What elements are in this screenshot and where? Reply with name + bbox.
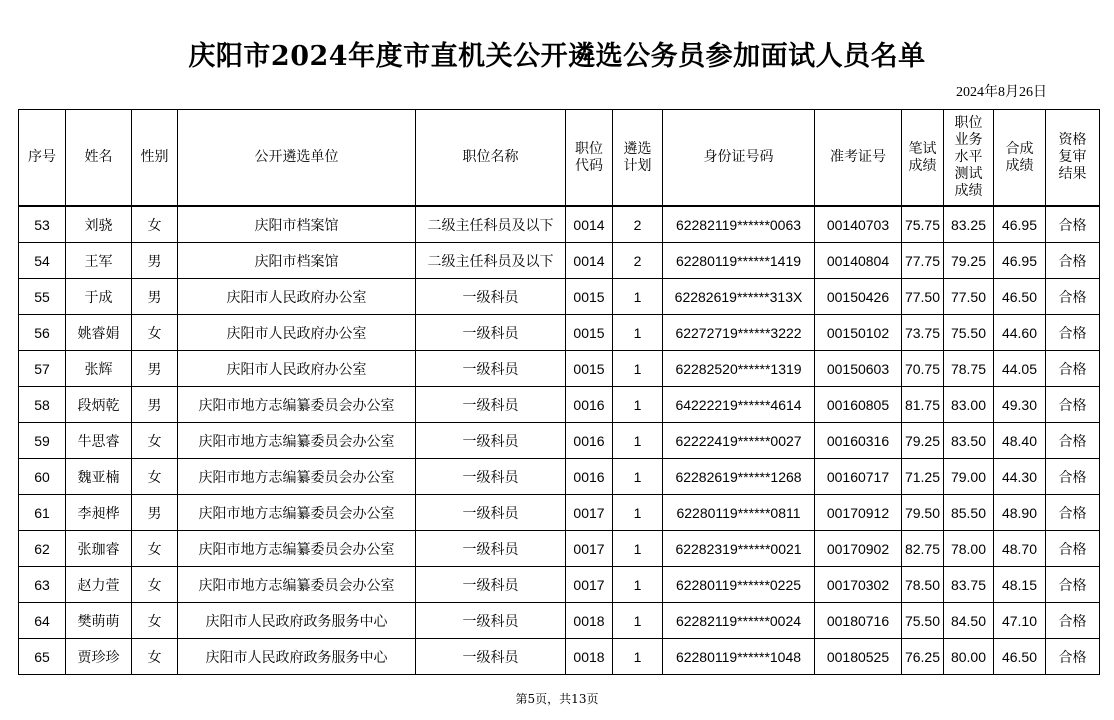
cell-seq: 57 (19, 351, 66, 387)
table-header-row (19, 110, 1100, 207)
table-row (19, 567, 1100, 603)
cell-ticket: 00170912 (815, 495, 902, 531)
page-title: 庆阳市2024年度市直机关公开遴选公务员参加面试人员名单 (188, 41, 926, 72)
cell-ability: 77.50 (944, 279, 994, 315)
cell-id: 62282619******313X (663, 279, 815, 315)
cell-written: 79.50 (902, 495, 944, 531)
header-gender: 性别 (132, 110, 178, 207)
header-name: 姓名 (66, 110, 132, 207)
cell-id: 64222219******4614 (663, 387, 815, 423)
cell-ability: 78.00 (944, 531, 994, 567)
cell-plan: 1 (613, 567, 663, 603)
cell-seq: 60 (19, 459, 66, 495)
cell-code: 0017 (566, 567, 613, 603)
cell-seq: 56 (19, 315, 66, 351)
cell-name: 樊萌萌 (66, 603, 132, 639)
cell-result: 合格 (1046, 315, 1100, 351)
cell-code: 0015 (566, 279, 613, 315)
cell-position: 一级科员 (416, 351, 566, 387)
cell-composite: 48.70 (994, 531, 1046, 567)
cell-composite: 49.30 (994, 387, 1046, 423)
cell-ability: 84.50 (944, 603, 994, 639)
cell-position: 一级科员 (416, 639, 566, 675)
cell-plan: 1 (613, 423, 663, 459)
table-row (19, 279, 1100, 315)
cell-written: 82.75 (902, 531, 944, 567)
document-date: 2024年8月26日 (956, 85, 1047, 100)
cell-position: 一级科员 (416, 603, 566, 639)
cell-unit: 庆阳市人民政府政务服务中心 (178, 639, 416, 675)
table-row (19, 206, 1100, 243)
cell-result: 合格 (1046, 387, 1100, 423)
cell-code: 0018 (566, 603, 613, 639)
cell-ability: 80.00 (944, 639, 994, 675)
cell-result: 合格 (1046, 351, 1100, 387)
cell-composite: 48.15 (994, 567, 1046, 603)
cell-result: 合格 (1046, 243, 1100, 279)
cell-gender: 女 (132, 423, 178, 459)
cell-written: 77.75 (902, 243, 944, 279)
cell-ticket: 00160316 (815, 423, 902, 459)
cell-name: 牛思睿 (66, 423, 132, 459)
cell-plan: 1 (613, 603, 663, 639)
cell-composite: 46.95 (994, 206, 1046, 243)
table-row (19, 351, 1100, 387)
cell-name: 于成 (66, 279, 132, 315)
cell-result: 合格 (1046, 639, 1100, 675)
cell-seq: 54 (19, 243, 66, 279)
table-row (19, 531, 1100, 567)
cell-id: 62272719******3222 (663, 315, 815, 351)
cell-unit: 庆阳市人民政府办公室 (178, 315, 416, 351)
cell-ability: 78.75 (944, 351, 994, 387)
table-row (19, 639, 1100, 675)
cell-seq: 65 (19, 639, 66, 675)
cell-written: 75.50 (902, 603, 944, 639)
cell-plan: 1 (613, 531, 663, 567)
cell-composite: 48.40 (994, 423, 1046, 459)
cell-code: 0015 (566, 351, 613, 387)
cell-plan: 2 (613, 243, 663, 279)
cell-unit: 庆阳市档案馆 (178, 243, 416, 279)
cell-position: 一级科员 (416, 315, 566, 351)
cell-composite: 44.05 (994, 351, 1046, 387)
cell-written: 71.25 (902, 459, 944, 495)
cell-plan: 1 (613, 351, 663, 387)
cell-ticket: 00140703 (815, 206, 902, 243)
cell-ticket: 00170302 (815, 567, 902, 603)
table-row (19, 243, 1100, 279)
cell-unit: 庆阳市地方志编纂委员会办公室 (178, 423, 416, 459)
cell-code: 0017 (566, 495, 613, 531)
table-row (19, 459, 1100, 495)
cell-ability: 79.00 (944, 459, 994, 495)
table-row (19, 495, 1100, 531)
cell-result: 合格 (1046, 459, 1100, 495)
cell-result: 合格 (1046, 279, 1100, 315)
cell-gender: 女 (132, 531, 178, 567)
cell-seq: 55 (19, 279, 66, 315)
cell-code: 0018 (566, 639, 613, 675)
header-ability-score: 职位 业务 水平 测试 成绩 (944, 110, 994, 207)
cell-result: 合格 (1046, 495, 1100, 531)
header-seq: 序号 (19, 110, 66, 207)
cell-id: 62282319******0021 (663, 531, 815, 567)
cell-position: 二级主任科员及以下 (416, 206, 566, 243)
cell-ticket: 00180716 (815, 603, 902, 639)
cell-code: 0014 (566, 243, 613, 279)
cell-gender: 女 (132, 459, 178, 495)
cell-gender: 女 (132, 639, 178, 675)
cell-composite: 47.10 (994, 603, 1046, 639)
cell-plan: 1 (613, 639, 663, 675)
cell-written: 79.25 (902, 423, 944, 459)
header-id-number: 身份证号码 (663, 110, 815, 207)
cell-plan: 1 (613, 459, 663, 495)
cell-ticket: 00150102 (815, 315, 902, 351)
cell-gender: 男 (132, 495, 178, 531)
cell-composite: 46.50 (994, 639, 1046, 675)
cell-unit: 庆阳市人民政府政务服务中心 (178, 603, 416, 639)
cell-composite: 46.50 (994, 279, 1046, 315)
cell-gender: 男 (132, 279, 178, 315)
header-unit: 公开遴选单位 (178, 110, 416, 207)
cell-plan: 1 (613, 495, 663, 531)
cell-ticket: 00140804 (815, 243, 902, 279)
cell-composite: 48.90 (994, 495, 1046, 531)
table-row (19, 315, 1100, 351)
cell-written: 78.50 (902, 567, 944, 603)
cell-name: 张辉 (66, 351, 132, 387)
cell-id: 62280119******0811 (663, 495, 815, 531)
cell-name: 王军 (66, 243, 132, 279)
cell-position: 一级科员 (416, 387, 566, 423)
cell-result: 合格 (1046, 531, 1100, 567)
cell-id: 62280119******1419 (663, 243, 815, 279)
cell-name: 姚睿娟 (66, 315, 132, 351)
cell-code: 0016 (566, 459, 613, 495)
cell-unit: 庆阳市人民政府办公室 (178, 279, 416, 315)
cell-name: 段炳乾 (66, 387, 132, 423)
cell-unit: 庆阳市人民政府办公室 (178, 351, 416, 387)
cell-plan: 1 (613, 279, 663, 315)
cell-ticket: 00170902 (815, 531, 902, 567)
cell-gender: 男 (132, 243, 178, 279)
cell-plan: 2 (613, 206, 663, 243)
cell-ability: 75.50 (944, 315, 994, 351)
cell-unit: 庆阳市地方志编纂委员会办公室 (178, 531, 416, 567)
cell-ticket: 00150426 (815, 279, 902, 315)
cell-written: 70.75 (902, 351, 944, 387)
cell-gender: 男 (132, 351, 178, 387)
cell-result: 合格 (1046, 423, 1100, 459)
cell-gender: 女 (132, 206, 178, 243)
table-row (19, 423, 1100, 459)
header-plan: 遴选 计划 (613, 110, 663, 207)
cell-gender: 女 (132, 567, 178, 603)
cell-composite: 44.30 (994, 459, 1046, 495)
cell-id: 62222419******0027 (663, 423, 815, 459)
cell-written: 73.75 (902, 315, 944, 351)
cell-seq: 63 (19, 567, 66, 603)
cell-id: 62282119******0063 (663, 206, 815, 243)
cell-unit: 庆阳市地方志编纂委员会办公室 (178, 459, 416, 495)
cell-ability: 79.25 (944, 243, 994, 279)
cell-written: 76.25 (902, 639, 944, 675)
cell-gender: 男 (132, 387, 178, 423)
cell-seq: 59 (19, 423, 66, 459)
cell-ability: 83.00 (944, 387, 994, 423)
cell-position: 一级科员 (416, 423, 566, 459)
cell-id: 62280119******0225 (663, 567, 815, 603)
cell-plan: 1 (613, 387, 663, 423)
cell-result: 合格 (1046, 206, 1100, 243)
table-row (19, 387, 1100, 423)
cell-written: 81.75 (902, 387, 944, 423)
cell-seq: 58 (19, 387, 66, 423)
cell-code: 0017 (566, 531, 613, 567)
cell-ticket: 00180525 (815, 639, 902, 675)
cell-ability: 83.50 (944, 423, 994, 459)
cell-written: 77.50 (902, 279, 944, 315)
header-ticket-number: 准考证号 (815, 110, 902, 207)
cell-ability: 85.50 (944, 495, 994, 531)
header-position: 职位名称 (416, 110, 566, 207)
cell-position: 一级科员 (416, 279, 566, 315)
cell-unit: 庆阳市地方志编纂委员会办公室 (178, 567, 416, 603)
cell-result: 合格 (1046, 567, 1100, 603)
cell-written: 75.75 (902, 206, 944, 243)
cell-position: 一级科员 (416, 495, 566, 531)
cell-plan: 1 (613, 315, 663, 351)
cell-result: 合格 (1046, 603, 1100, 639)
cell-unit: 庆阳市地方志编纂委员会办公室 (178, 387, 416, 423)
cell-code: 0016 (566, 423, 613, 459)
cell-gender: 女 (132, 603, 178, 639)
cell-seq: 61 (19, 495, 66, 531)
cell-id: 62282119******0024 (663, 603, 815, 639)
cell-unit: 庆阳市地方志编纂委员会办公室 (178, 495, 416, 531)
cell-name: 张珈睿 (66, 531, 132, 567)
header-position-code: 职位 代码 (566, 110, 613, 207)
cell-name: 贾珍珍 (66, 639, 132, 675)
cell-name: 魏亚楠 (66, 459, 132, 495)
page-footer: 第5页，共13页 (515, 692, 599, 706)
cell-unit: 庆阳市档案馆 (178, 206, 416, 243)
cell-position: 一级科员 (416, 531, 566, 567)
cell-seq: 53 (19, 206, 66, 243)
cell-id: 62282619******1268 (663, 459, 815, 495)
header-review-result: 资格 复审 结果 (1046, 110, 1100, 207)
cell-ticket: 00160717 (815, 459, 902, 495)
table-body (19, 206, 1100, 675)
cell-code: 0016 (566, 387, 613, 423)
cell-position: 二级主任科员及以下 (416, 243, 566, 279)
cell-code: 0014 (566, 206, 613, 243)
cell-name: 赵力萱 (66, 567, 132, 603)
table-row (19, 603, 1100, 639)
header-written-score: 笔试 成绩 (902, 110, 944, 207)
cell-ticket: 00160805 (815, 387, 902, 423)
cell-ability: 83.75 (944, 567, 994, 603)
cell-id: 62280119******1048 (663, 639, 815, 675)
interview-roster-table (18, 109, 1100, 675)
cell-gender: 女 (132, 315, 178, 351)
cell-position: 一级科员 (416, 567, 566, 603)
cell-ticket: 00150603 (815, 351, 902, 387)
cell-seq: 62 (19, 531, 66, 567)
cell-id: 62282520******1319 (663, 351, 815, 387)
cell-seq: 64 (19, 603, 66, 639)
cell-code: 0015 (566, 315, 613, 351)
cell-name: 刘骁 (66, 206, 132, 243)
cell-composite: 46.95 (994, 243, 1046, 279)
cell-ability: 83.25 (944, 206, 994, 243)
cell-name: 李昶桦 (66, 495, 132, 531)
cell-composite: 44.60 (994, 315, 1046, 351)
cell-position: 一级科员 (416, 459, 566, 495)
header-composite-score: 合成 成绩 (994, 110, 1046, 207)
